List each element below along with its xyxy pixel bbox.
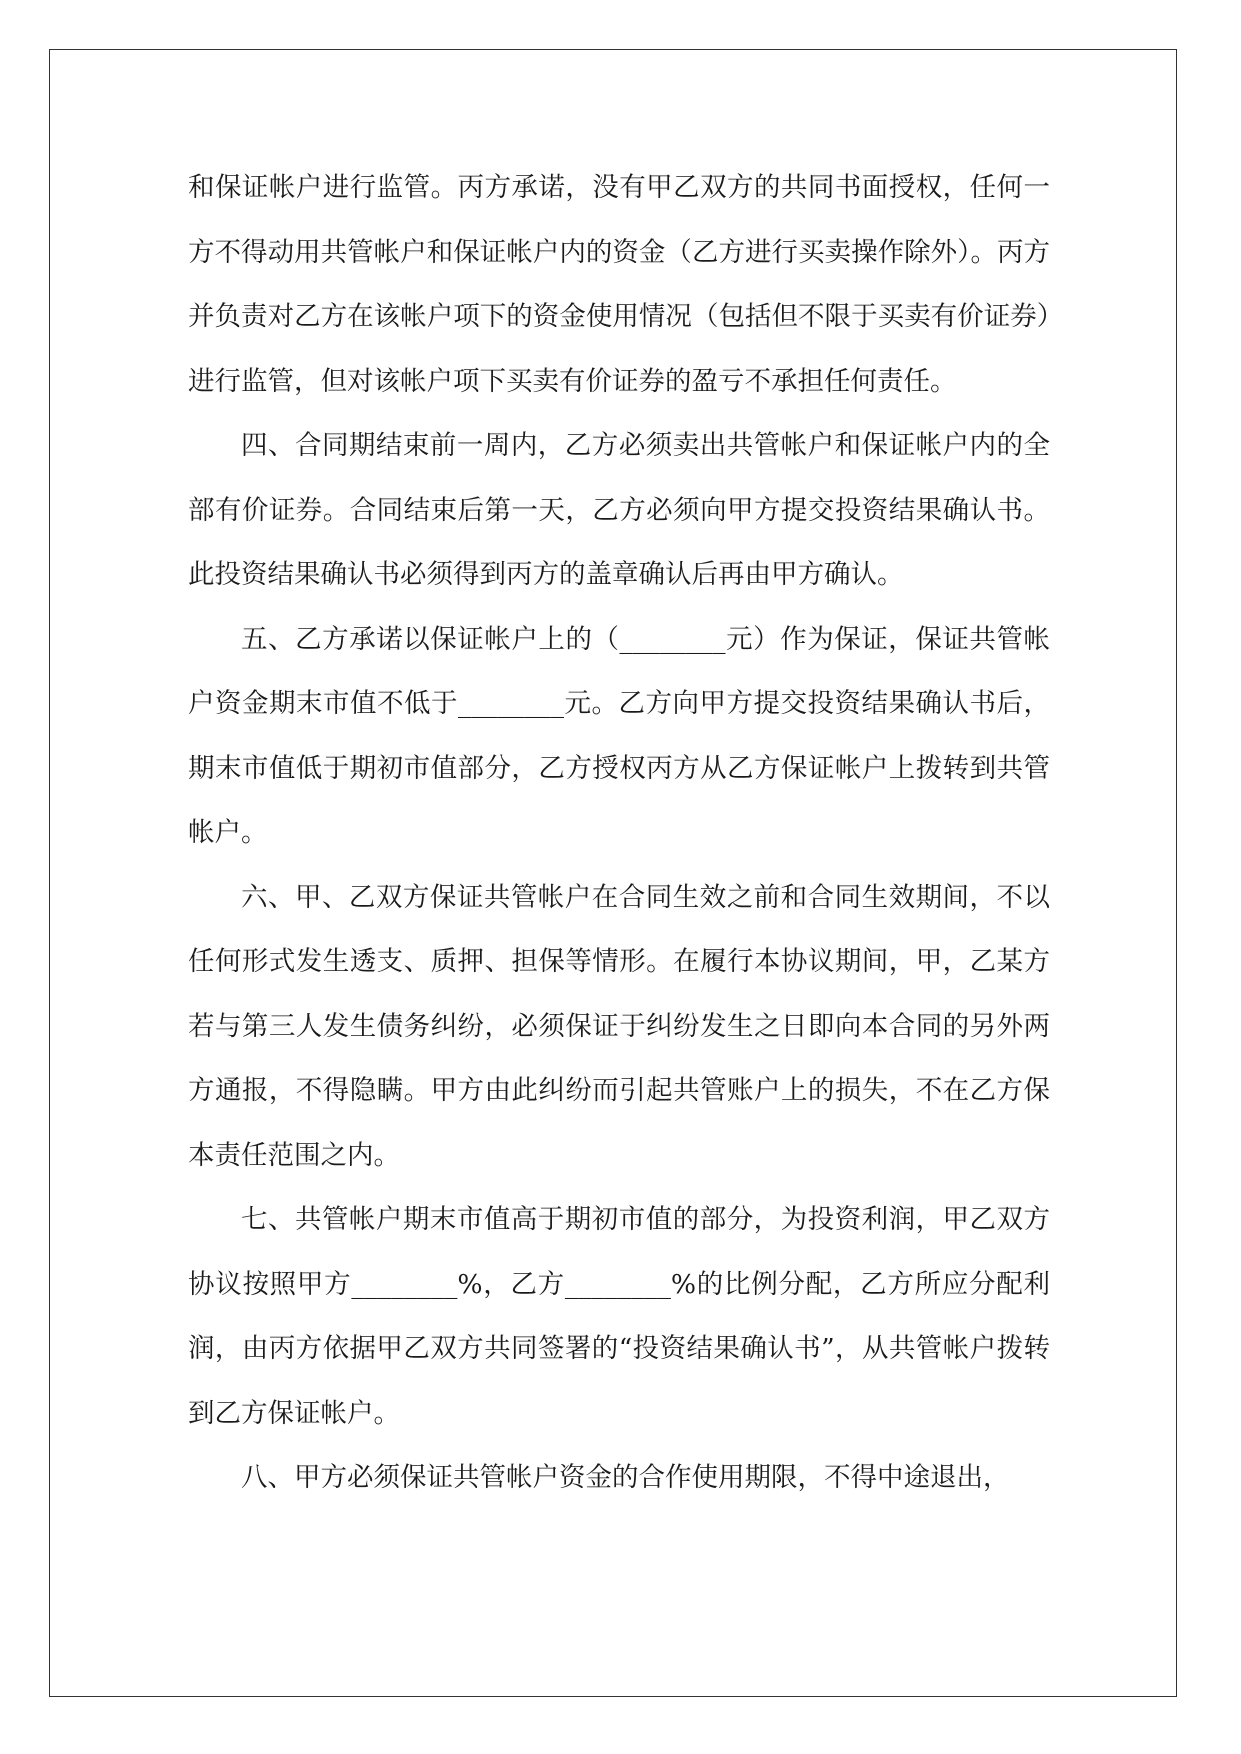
- paragraph-continuation: 和保证帐户进行监管。丙方承诺，没有甲乙双方的共同书面授权，任何一方不得动用共管帐户和保证帐户内的资金（乙方进行买卖操作除外）。丙方并负责对乙方在该帐户项下的资金使用情况（包括但不限于买卖有价证券）进行监管，但对该帐户项下买卖有价证券的盈亏不承担任何责任。: [188, 172, 1050, 397]
- paragraph-clause-4: 四、合同期结束前一周内，乙方必须卖出共管帐户和保证帐户内的全部有价证券。合同结束后第一天，乙方必须向甲方提交投资结果确认书。此投资结果确认书必须得到丙方的盖章确认后再由甲方确认。: [188, 430, 1050, 590]
- paragraph-clause-7: 七、共管帐户期末市值高于期初市值的部分，为投资利润，甲乙双方协议按照甲方________%，乙方________%的比例分配，乙方所应分配利润，由丙方依据甲乙双方共同签署的“投资结果确认书”，从共管帐户拨转到乙方保证帐户。: [188, 1204, 1050, 1429]
- document-body: [188, 156, 1050, 1511]
- paragraph-clause-6: 六、甲、乙双方保证共管帐户在合同生效之前和合同生效期间，不以任何形式发生透支、质押、担保等情形。在履行本协议期间，甲，乙某方若与第三人发生债务纠纷，必须保证于纠纷发生之日即向本合同的另外两方通报，不得隐瞒。甲方由此纠纷而引起共管账户上的损失，不在乙方保本责任范围之内。: [188, 881, 1050, 1171]
- paragraph-clause-8: 八、甲方必须保证共管帐户资金的合作使用期限，不得中途退出，: [241, 1462, 1010, 1493]
- paragraph-clause-5: 五、乙方承诺以保证帐户上的（________元）作为保证，保证共管帐户资金期末市值不低于________元。乙方向甲方提交投资结果确认书后，期末市值低于期初市值部分，乙方授权丙方从乙方保证帐户上拨转到共管帐户。: [188, 623, 1050, 848]
